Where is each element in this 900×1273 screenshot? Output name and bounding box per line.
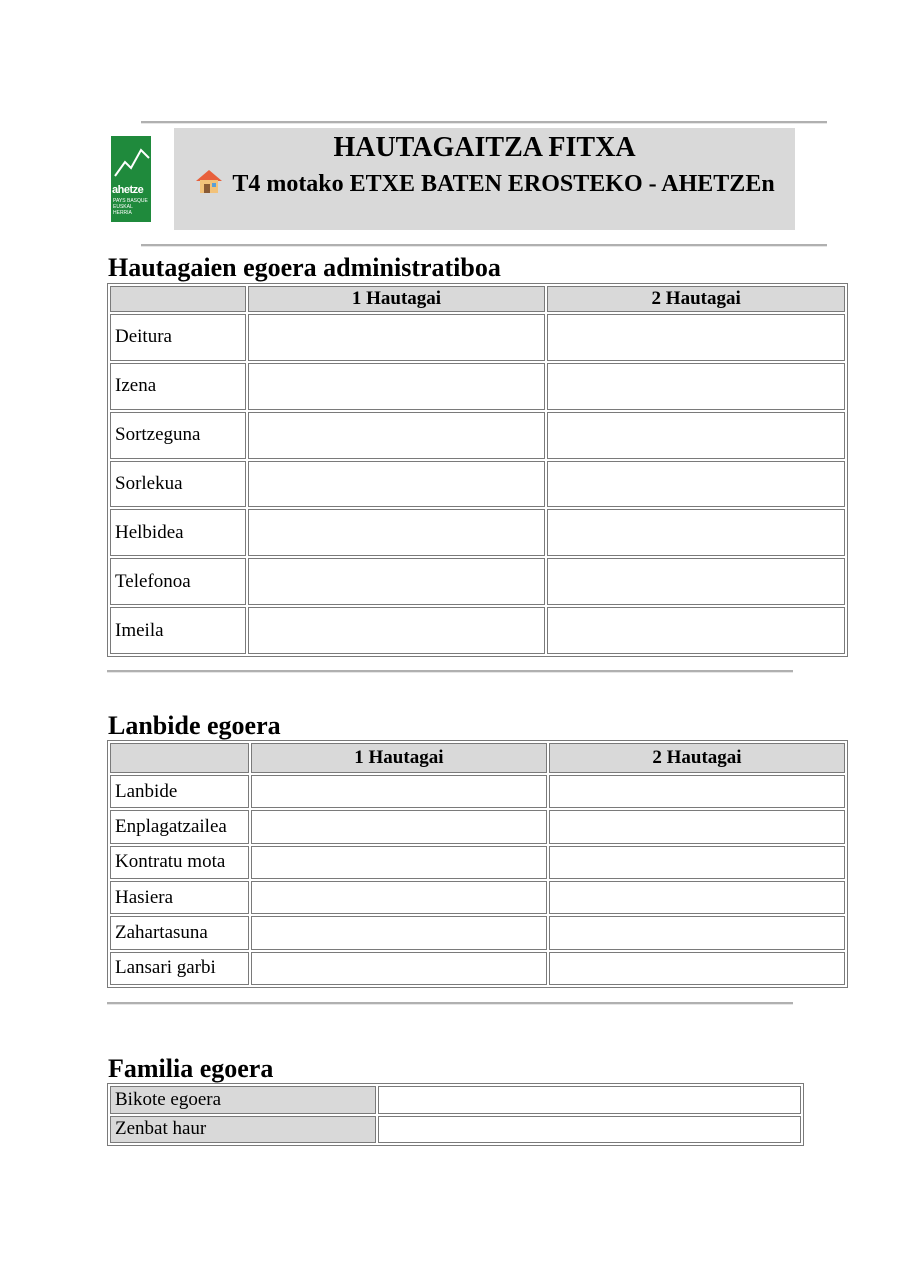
candidate-1-field[interactable]	[251, 952, 547, 985]
header-cell-empty	[110, 743, 249, 773]
candidate-1-field[interactable]	[251, 810, 547, 843]
family-field[interactable]	[378, 1116, 801, 1144]
candidate-1-field[interactable]	[248, 314, 546, 361]
row-label: Izena	[110, 363, 246, 410]
candidate-2-field[interactable]	[547, 607, 845, 654]
header-cell-candidate-1: 1 Hautagai	[248, 286, 546, 312]
table-row	[110, 1086, 801, 1114]
table-row	[110, 952, 845, 985]
table-row	[110, 509, 845, 556]
page-title: HAUTAGAITZA FITXA	[333, 132, 636, 163]
header-cell-candidate-2: 2 Hautagai	[547, 286, 845, 312]
candidate-2-field[interactable]	[549, 952, 845, 985]
candidate-2-field[interactable]	[547, 558, 845, 605]
table-row	[110, 314, 845, 361]
family-table	[107, 1083, 804, 1146]
ahetze-logo	[111, 136, 151, 222]
candidate-2-field[interactable]	[549, 775, 845, 808]
header-cell-candidate-1: 1 Hautagai	[251, 743, 547, 773]
table-row	[110, 881, 845, 914]
house-icon	[194, 168, 224, 194]
page-subtitle	[194, 168, 775, 200]
header-cell-candidate-2: 2 Hautagai	[549, 743, 845, 773]
row-label: Lanbide	[110, 775, 249, 808]
candidate-1-field[interactable]	[248, 558, 546, 605]
row-label: Zenbat haur	[110, 1116, 376, 1144]
table-row	[110, 775, 845, 808]
table-row	[110, 558, 845, 605]
candidate-2-field[interactable]	[549, 846, 845, 879]
title-box	[174, 128, 795, 230]
candidate-1-field[interactable]	[248, 509, 546, 556]
row-label: Kontratu mota	[110, 846, 249, 879]
table-row	[110, 363, 845, 410]
section-title-family: Familia egoera	[108, 1054, 274, 1083]
candidate-1-field[interactable]	[248, 363, 546, 410]
table-row	[110, 916, 845, 949]
logo-subtext: PAYS BASQUE EUSKAL HERRIA	[113, 198, 148, 216]
section-divider-1	[107, 670, 793, 673]
candidate-2-field[interactable]	[549, 916, 845, 949]
row-label: Enplagatzailea	[110, 810, 249, 843]
admin-table	[107, 283, 848, 657]
table-row	[110, 846, 845, 879]
candidate-1-field[interactable]	[248, 412, 546, 459]
top-divider	[141, 121, 827, 124]
candidate-2-field[interactable]	[549, 810, 845, 843]
candidate-2-field[interactable]	[547, 509, 845, 556]
section-divider-2	[107, 1002, 793, 1005]
row-label: Bikote egoera	[110, 1086, 376, 1114]
table-header-row	[110, 286, 845, 312]
candidate-2-field[interactable]	[547, 461, 845, 508]
candidate-1-field[interactable]	[251, 916, 547, 949]
table-row	[110, 810, 845, 843]
table-row	[110, 607, 845, 654]
table-row	[110, 412, 845, 459]
candidate-1-field[interactable]	[248, 607, 546, 654]
work-table	[107, 740, 848, 988]
candidate-2-field[interactable]	[549, 881, 845, 914]
table-row	[110, 461, 845, 508]
candidate-1-field[interactable]	[251, 881, 547, 914]
row-label: Sorlekua	[110, 461, 246, 508]
section-title-work: Lanbide egoera	[108, 711, 281, 740]
candidate-2-field[interactable]	[547, 314, 845, 361]
section-title-admin: Hautagaien egoera administratiboa	[108, 253, 501, 282]
candidate-2-field[interactable]	[547, 412, 845, 459]
row-label: Lansari garbi	[110, 952, 249, 985]
table-header-row	[110, 743, 845, 773]
candidate-1-field[interactable]	[251, 846, 547, 879]
row-label: Telefonoa	[110, 558, 246, 605]
row-label: Helbidea	[110, 509, 246, 556]
header-cell-empty	[110, 286, 246, 312]
row-label: Sortzeguna	[110, 412, 246, 459]
candidate-1-field[interactable]	[251, 775, 547, 808]
subtitle-text: T4 motako ETXE BATEN EROSTEKO - AHETZEn	[232, 171, 775, 197]
logo-text: ahetze	[112, 184, 144, 196]
row-label: Deitura	[110, 314, 246, 361]
row-label: Hasiera	[110, 881, 249, 914]
header-bottom-divider	[141, 244, 827, 247]
table-row	[110, 1116, 801, 1144]
row-label: Zahartasuna	[110, 916, 249, 949]
candidate-1-field[interactable]	[248, 461, 546, 508]
candidate-2-field[interactable]	[547, 363, 845, 410]
family-field[interactable]	[378, 1086, 801, 1114]
row-label: Imeila	[110, 607, 246, 654]
